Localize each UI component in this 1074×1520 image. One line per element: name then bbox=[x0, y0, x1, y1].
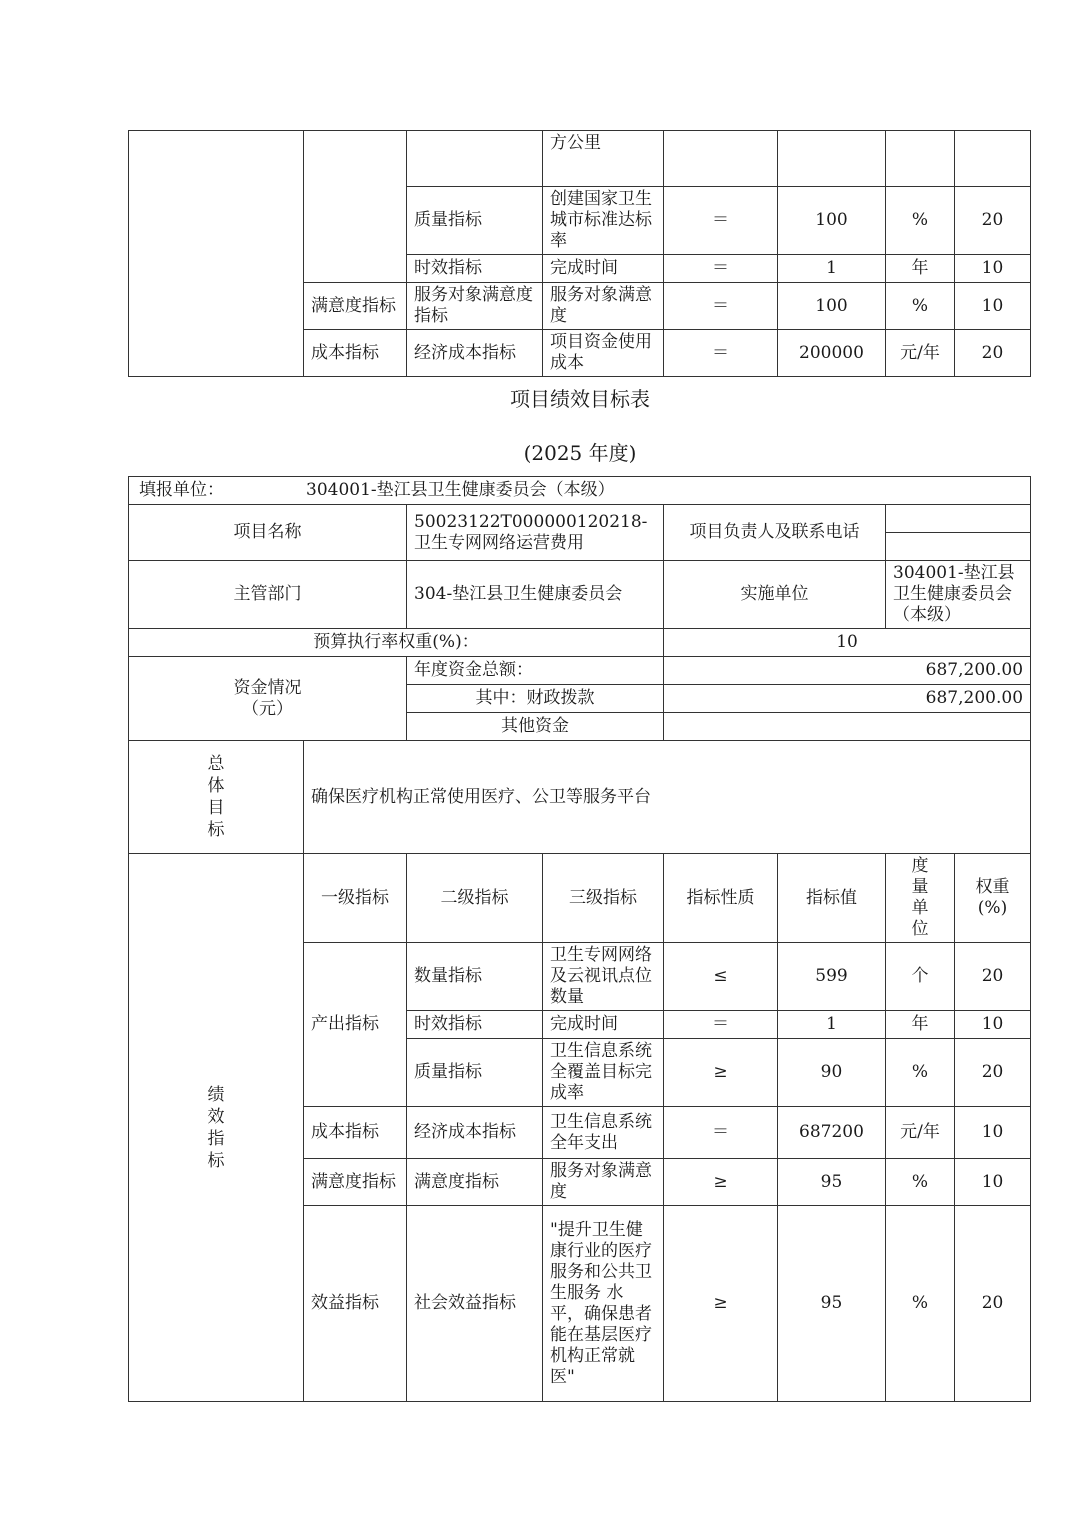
performance-goal-table bbox=[128, 476, 1031, 1402]
third-indicator: 完成时间 bbox=[543, 1011, 664, 1039]
dept-value: 304-垫江县卫生健康委员会 bbox=[407, 561, 664, 629]
project-name-value: 50023122T000000120218-卫生专网网络运营费用 bbox=[407, 505, 664, 561]
budget-weight-value: 10 bbox=[664, 629, 1031, 657]
indicator-operator: ≥ bbox=[664, 1039, 778, 1107]
second-indicator: 服务对象满意度指标 bbox=[407, 283, 543, 330]
empty-cell bbox=[664, 131, 778, 187]
empty-cell bbox=[129, 131, 304, 377]
fund-fiscal-value: 687,200.00 bbox=[664, 685, 1031, 713]
fund-total-label: 年度资金总额： bbox=[407, 657, 664, 685]
reporting-unit-cell bbox=[129, 477, 1031, 505]
indicator-weight: 10 bbox=[955, 1011, 1031, 1039]
table-row bbox=[129, 854, 1031, 943]
perf-label: 绩效指标 bbox=[207, 1084, 225, 1171]
indicator-operator: ≤ bbox=[664, 943, 778, 1011]
header-cell: 二级指标 bbox=[407, 854, 543, 943]
indicator-unit: 年 bbox=[886, 1011, 955, 1039]
first-indicator: 产出指标 bbox=[304, 943, 407, 1107]
first-indicator: 效益指标 bbox=[304, 1206, 407, 1402]
fund-fiscal-label: 其中：财政拨款 bbox=[407, 685, 664, 713]
table-row bbox=[129, 477, 1031, 505]
table-row bbox=[129, 505, 1031, 533]
page-title: 项目绩效目标表 bbox=[510, 387, 650, 411]
fund-other-value bbox=[664, 713, 1031, 741]
third-indicator: "提升卫生健康行业的医疗服务和公共卫生服务 水平，确保患者能在基层医疗机构正常就医" bbox=[543, 1206, 664, 1402]
first-indicator: 成本指标 bbox=[304, 1107, 407, 1159]
third-indicator: 服务对象满意度 bbox=[543, 283, 664, 330]
indicator-value: 100 bbox=[778, 283, 886, 330]
third-indicator: 卫生专网网络及云视讯点位数量 bbox=[543, 943, 664, 1011]
dept-label: 主管部门 bbox=[129, 561, 407, 629]
third-indicator: 服务对象满意度 bbox=[543, 1159, 664, 1206]
second-indicator: 时效指标 bbox=[407, 255, 543, 283]
indicator-operator: ≥ bbox=[664, 1206, 778, 1402]
header-cell: 一级指标 bbox=[304, 854, 407, 943]
indicator-unit: % bbox=[886, 187, 955, 255]
indicator-operator: ＝ bbox=[664, 255, 778, 283]
table-row bbox=[129, 657, 1031, 685]
indicator-weight: 10 bbox=[955, 1159, 1031, 1206]
empty-cell bbox=[407, 131, 543, 187]
empty-cell bbox=[886, 131, 955, 187]
table-row bbox=[129, 741, 1031, 854]
header-cell: 三级指标 bbox=[543, 854, 664, 943]
fund-other-label: 其他资金 bbox=[407, 713, 664, 741]
indicator-unit: % bbox=[886, 1039, 955, 1107]
second-indicator: 经济成本指标 bbox=[407, 1107, 543, 1159]
indicator-operator: ＝ bbox=[664, 283, 778, 330]
first-indicator: 满意度指标 bbox=[304, 1159, 407, 1206]
goal-value: 确保医疗机构正常使用医疗、公卫等服务平台 bbox=[304, 741, 1031, 854]
year-subtitle: (2025 年度) bbox=[523, 441, 637, 465]
indicator-unit: 元/年 bbox=[886, 1107, 955, 1159]
table-row bbox=[129, 629, 1031, 657]
fund-label: 资金情况（元） bbox=[129, 657, 407, 741]
indicator-value: 95 bbox=[778, 1206, 886, 1402]
project-name-label: 项目名称 bbox=[129, 505, 407, 561]
second-indicator: 满意度指标 bbox=[407, 1159, 543, 1206]
first-indicator: 成本指标 bbox=[304, 330, 407, 377]
indicator-weight: 20 bbox=[955, 1206, 1031, 1402]
indicator-operator: ＝ bbox=[664, 187, 778, 255]
header-cell: 权重(%) bbox=[955, 854, 1031, 943]
indicator-weight: 20 bbox=[955, 943, 1031, 1011]
header-cell: 度量单位 bbox=[886, 854, 955, 943]
indicator-unit: % bbox=[886, 283, 955, 330]
contact-value-2 bbox=[886, 533, 1031, 561]
contact-value-1 bbox=[886, 505, 1031, 533]
indicator-value: 100 bbox=[778, 187, 886, 255]
continued-indicator-table bbox=[128, 130, 1031, 377]
fund-total-value: 687,200.00 bbox=[664, 657, 1031, 685]
third-indicator: 项目资金使用成本 bbox=[543, 330, 664, 377]
indicator-unit: 年 bbox=[886, 255, 955, 283]
goal-label-cell bbox=[129, 741, 304, 854]
third-indicator: 卫生信息系统全覆盖目标完成率 bbox=[543, 1039, 664, 1107]
second-indicator: 数量指标 bbox=[407, 943, 543, 1011]
first-indicator: 满意度指标 bbox=[304, 283, 407, 330]
second-indicator: 时效指标 bbox=[407, 1011, 543, 1039]
empty-cell bbox=[304, 131, 407, 283]
second-indicator: 质量指标 bbox=[407, 187, 543, 255]
third-indicator: 创建国家卫生城市标准达标率 bbox=[543, 187, 664, 255]
indicator-operator: ≥ bbox=[664, 1159, 778, 1206]
table-row bbox=[129, 131, 1031, 187]
indicator-weight: 10 bbox=[955, 255, 1031, 283]
third-indicator: 方公里 bbox=[543, 131, 664, 187]
indicator-weight: 20 bbox=[955, 1039, 1031, 1107]
indicator-unit: 元/年 bbox=[886, 330, 955, 377]
indicator-value: 687200 bbox=[778, 1107, 886, 1159]
indicator-value: 599 bbox=[778, 943, 886, 1011]
indicator-weight: 10 bbox=[955, 1107, 1031, 1159]
goal-label: 总体目标 bbox=[207, 754, 225, 840]
budget-weight-label: 预算执行率权重(%)： bbox=[129, 629, 664, 657]
second-indicator: 质量指标 bbox=[407, 1039, 543, 1107]
empty-cell bbox=[955, 131, 1031, 187]
table-row bbox=[129, 561, 1031, 629]
third-indicator: 卫生信息系统全年支出 bbox=[543, 1107, 664, 1159]
indicator-value: 1 bbox=[778, 255, 886, 283]
header-cell: 指标性质 bbox=[664, 854, 778, 943]
header-cell: 指标值 bbox=[778, 854, 886, 943]
reporting-unit-label: 填报单位： bbox=[139, 480, 224, 500]
impl-value: 304001-垫江县卫生健康委员会（本级） bbox=[886, 561, 1031, 629]
second-indicator: 社会效益指标 bbox=[407, 1206, 543, 1402]
impl-label: 实施单位 bbox=[664, 561, 886, 629]
second-indicator: 经济成本指标 bbox=[407, 330, 543, 377]
indicator-unit: 个 bbox=[886, 943, 955, 1011]
reporting-unit-value: 304001-垫江县卫生健康委员会（本级） bbox=[306, 480, 615, 500]
empty-cell bbox=[778, 131, 886, 187]
contact-label: 项目负责人及联系电话 bbox=[664, 505, 886, 561]
indicator-weight: 20 bbox=[955, 187, 1031, 255]
indicator-value: 90 bbox=[778, 1039, 886, 1107]
indicator-weight: 20 bbox=[955, 330, 1031, 377]
indicator-value: 95 bbox=[778, 1159, 886, 1206]
indicator-unit: % bbox=[886, 1159, 955, 1206]
indicator-operator: ＝ bbox=[664, 330, 778, 377]
indicator-value: 200000 bbox=[778, 330, 886, 377]
indicator-operator: ＝ bbox=[664, 1011, 778, 1039]
indicator-value: 1 bbox=[778, 1011, 886, 1039]
third-indicator: 完成时间 bbox=[543, 255, 664, 283]
indicator-unit: % bbox=[886, 1206, 955, 1402]
perf-label-cell bbox=[129, 854, 304, 1402]
indicator-weight: 10 bbox=[955, 283, 1031, 330]
indicator-operator: ＝ bbox=[664, 1107, 778, 1159]
